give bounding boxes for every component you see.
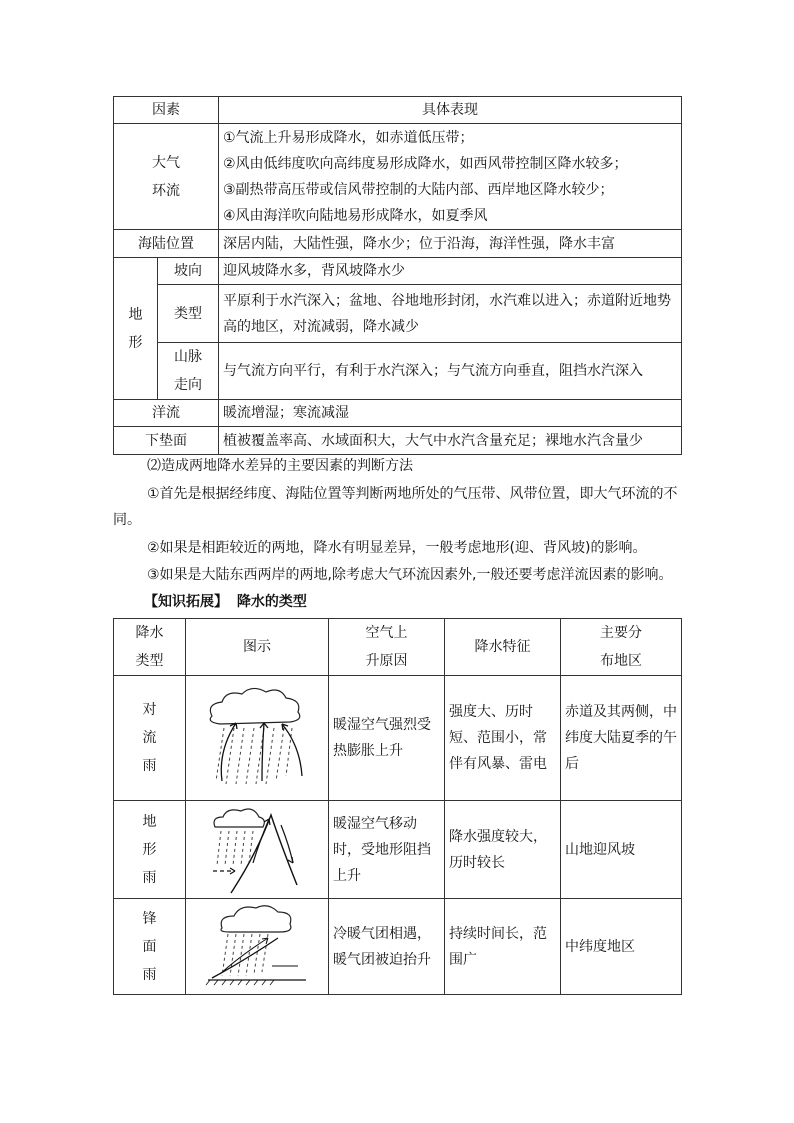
cause-orographic: 暖湿空气移动时，受地形阻挡上升 [329, 801, 445, 899]
method-heading: ⑵造成两地降水差异的主要因素的判断方法 [147, 458, 413, 474]
type-convectional: 对 流 雨 [114, 676, 186, 801]
type-frontal: 锋 面 雨 [114, 899, 186, 995]
region-frontal: 中纬度地区 [561, 899, 682, 995]
header-figure: 图示 [186, 619, 329, 676]
header-type: 降水 类型 [114, 619, 186, 676]
feature-convectional: 强度大、历时短、范围小，常伴有风暴、雷电 [445, 676, 561, 801]
terrain-type: 类型 [158, 285, 219, 343]
factor-atmosphere: 大气 环流 [114, 124, 219, 230]
terrain-slope-detail: 迎风坡降水多，背风坡降水少 [219, 258, 682, 285]
factor-terrain: 地 形 [114, 258, 158, 400]
frontal-rain-illustration [202, 904, 312, 989]
orographic-rain-illustration [207, 805, 307, 895]
header-cause: 空气上 升原因 [329, 619, 445, 676]
current-detail: 暖流增湿；寒流减湿 [219, 400, 682, 427]
atmosphere-detail: ①气流上升易形成降水，如赤道低压带； ②风由低纬度吹向高纬度易形成降水，如西风带控制区降水较多； ③副热带高压带或信风带控制的大陆内部、西岸地区降水较少； ④风由海洋吹向陆地易形成降水，如夏季风 [219, 124, 682, 230]
factor-current: 洋流 [114, 400, 219, 427]
terrain-type-detail: 平原利于水汽深入；盆地、谷地地形封闭，水汽难以进入；赤道附近地势高的地区，对流减弱，降水减少 [219, 285, 682, 343]
header-region: 主要分 布地区 [561, 619, 682, 676]
landsea-detail: 深居内陆，大陆性强，降水少；位于沿海，海洋性强，降水丰富 [219, 230, 682, 258]
figure-convectional [186, 676, 329, 801]
factor-landsea: 海陆位置 [114, 230, 219, 258]
method-p2: ②如果是相距较近的两地，降水有明显差异，一般考虑地形(迎、背风坡)的影响。 [147, 540, 647, 556]
expand-tag: 【知识拓展】 [144, 594, 228, 610]
cause-frontal: 冷暖气团相遇，暖气团被迫抬升 [329, 899, 445, 995]
type-orographic: 地 形 雨 [114, 801, 186, 899]
method-p1: ①首先是根据经纬度、海陆位置等判断两地所处的气压带、风带位置，即大气环流的不同。 [113, 486, 678, 528]
factor-surface: 下垫面 [114, 427, 219, 455]
precip-types-table [113, 618, 682, 995]
factors-table [113, 96, 682, 455]
surface-detail: 植被覆盖率高、水域面积大，大气中水汽含量充足；裸地水汽含量少 [219, 427, 682, 455]
convectional-rain-illustration [202, 686, 312, 791]
feature-frontal: 持续时间长，范围广 [445, 899, 561, 995]
expand-title: 降水的类型 [236, 594, 307, 610]
method-p3: ③如果是大陆东西两岸的两地,除考虑大气环流因素外,一般还要考虑洋流因素的影响。 [147, 567, 673, 583]
figure-orographic [186, 801, 329, 899]
figure-frontal [186, 899, 329, 995]
header-feature: 降水特征 [445, 619, 561, 676]
expand-heading [113, 591, 714, 613]
header-detail: 具体表现 [219, 97, 682, 124]
terrain-mountain: 山脉 走向 [158, 343, 219, 400]
region-orographic: 山地迎风坡 [561, 801, 682, 899]
header-factor: 因素 [114, 97, 219, 124]
terrain-mountain-detail: 与气流方向平行，有利于水汽深入；与气流方向垂直，阻挡水汽深入 [219, 343, 682, 400]
terrain-slope: 坡向 [158, 258, 219, 285]
feature-orographic: 降水强度较大，历时较长 [445, 801, 561, 899]
region-convectional: 赤道及其两侧，中纬度大陆夏季的午后 [561, 676, 682, 801]
cause-convectional: 暖湿空气强烈受热膨胀上升 [329, 676, 445, 801]
